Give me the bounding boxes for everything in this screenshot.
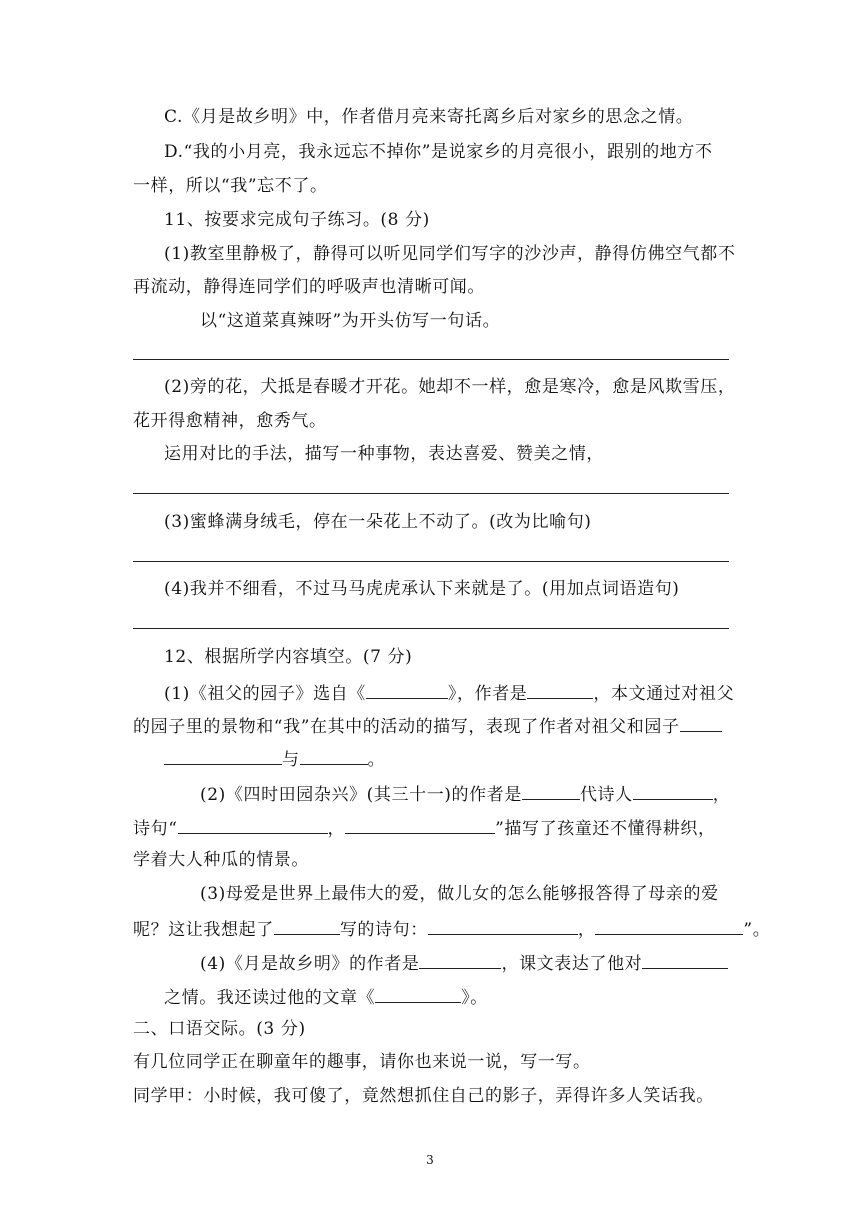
answer-line-3[interactable] xyxy=(133,561,729,562)
q11-title: 11、按要求完成句子练习。(8 分) xyxy=(164,210,430,230)
q11-s1-line1: (1)教室里静极了，静得可以听见同学们写字的沙沙声，静得仿佛空气都不 xyxy=(164,244,736,264)
q12-p4-text-a: (4)《月是故乡明》的作者是 xyxy=(200,954,420,974)
blank-author-2[interactable] xyxy=(419,950,501,969)
q12-p3-line2 xyxy=(133,916,770,941)
q12-p4-line2 xyxy=(164,984,488,1009)
q12-p3-line1: (3)母爱是世界上最伟大的爱，做儿女的怎么能够报答得了母亲的爱 xyxy=(200,884,719,904)
answer-line-2[interactable] xyxy=(133,493,729,494)
answer-line-4[interactable] xyxy=(133,628,729,629)
part2-title: 二、口语交际。(3 分) xyxy=(133,1019,306,1039)
q12-p1-text-a: (1)《祖父的园子》选自《 xyxy=(164,684,366,704)
q12-p2-text-d: 诗句“ xyxy=(133,819,178,839)
q12-p1-line2 xyxy=(133,713,722,738)
q11-s2-line2: 花开得愈精神，愈秀气。 xyxy=(133,411,327,431)
page-number: 3 xyxy=(426,1153,434,1167)
blank-dynasty[interactable] xyxy=(522,781,580,800)
q12-p2-text-c: ， xyxy=(712,785,731,805)
q12-p3-text-d: ， xyxy=(577,920,596,940)
blank-feeling-1a[interactable] xyxy=(680,713,722,732)
blank-poet-2[interactable] xyxy=(274,916,340,935)
q12-p4-text-d: 》。 xyxy=(461,988,488,1008)
blank-poem-line-2[interactable] xyxy=(345,815,495,834)
blank-poem-line-3[interactable] xyxy=(428,916,578,935)
blank-book-title[interactable] xyxy=(366,680,448,699)
blank-other-article[interactable] xyxy=(375,984,461,1003)
q12-p2-text-a: (2)《四时田园杂兴》(其三十一)的作者是 xyxy=(200,785,522,805)
q12-p1-text-f: 。 xyxy=(367,750,386,770)
q12-p4-text-c: 之情。我还读过他的文章《 xyxy=(164,988,376,1008)
option-c: C.《月是故乡明》中，作者借月亮来寄托离乡后对家乡的思念之情。 xyxy=(164,107,694,127)
blank-author[interactable] xyxy=(527,680,593,699)
q12-p3-text-c: 写的诗句： xyxy=(339,920,428,940)
part2-student-a: 同学甲：小时候，我可傻了，竟然想抓住自己的影子，弄得许多人笑话我。 xyxy=(133,1086,714,1106)
q12-p2-line2 xyxy=(133,815,716,840)
q12-title: 12、根据所学内容填空。(7 分) xyxy=(164,647,413,667)
answer-line-1[interactable] xyxy=(133,359,729,360)
q12-p2-text-f: ”描写了孩童还不懂得耕织， xyxy=(495,819,716,839)
option-d-line1: D.“我的小月亮，我永远忘不掉你”是说家乡的月亮很小，跟别的地方不 xyxy=(164,142,713,162)
q12-p1-text-c: ，本文通过对祖父 xyxy=(593,684,735,704)
q12-p2-line1 xyxy=(200,781,730,806)
q11-s1-task: 以“这道菜真辣呀”为开头仿写一句话。 xyxy=(200,311,501,331)
blank-poem-line-1[interactable] xyxy=(178,815,328,834)
q12-p1-text-b: 》，作者是 xyxy=(447,684,528,704)
q11-s1-line2: 再流动，静得连同学们的呼吸声也清晰可闻。 xyxy=(133,277,485,297)
q12-p2-line3: 学着大人种瓜的情景。 xyxy=(133,850,309,870)
part2-intro: 有几位同学正在聊童年的趣事，请你也来说一说，写一写。 xyxy=(133,1052,591,1072)
q12-p2-text-e: ， xyxy=(327,819,346,839)
blank-poet[interactable] xyxy=(633,781,713,800)
blank-feeling-3[interactable] xyxy=(642,950,728,969)
blank-feeling-2[interactable] xyxy=(300,746,368,765)
q12-p3-text-b: 呢？这让我想起了 xyxy=(133,920,274,940)
q11-s3: (3)蜜蜂满身绒毛，停在一朵花上不动了。(改为比喻句) xyxy=(164,512,592,532)
blank-poem-line-4[interactable] xyxy=(595,916,743,935)
blank-feeling-1b[interactable] xyxy=(164,746,282,765)
q12-p2-text-b: 代诗人 xyxy=(579,785,633,805)
q12-p1-text-d: 的园子里的景物和“我”在其中的活动的描写，表现了作者对祖父和园子 xyxy=(133,717,680,737)
q12-p1-line1 xyxy=(164,680,734,705)
q11-s2-task: 运用对比的手法，描写一种事物，表达喜爱、赞美之情， xyxy=(164,444,604,464)
q12-p1-line3 xyxy=(164,746,385,771)
q12-p4-line1 xyxy=(200,950,728,975)
option-d-line2: 一样，所以“我”忘不了。 xyxy=(133,176,328,196)
q11-s2-line1: (2)旁的花，犬抵是春暖才开花。她却不一样，愈是寒冷，愈是风欺雪压， xyxy=(164,377,736,397)
q11-s4: (4)我并不细看，不过马马虎虎承认下来就是了。(用加点词语造句) xyxy=(164,579,680,599)
q12-p1-text-e: 与 xyxy=(282,750,300,770)
q12-p4-text-b: ，课文表达了他对 xyxy=(501,954,643,974)
q12-p3-text-e: ”。 xyxy=(743,920,771,940)
